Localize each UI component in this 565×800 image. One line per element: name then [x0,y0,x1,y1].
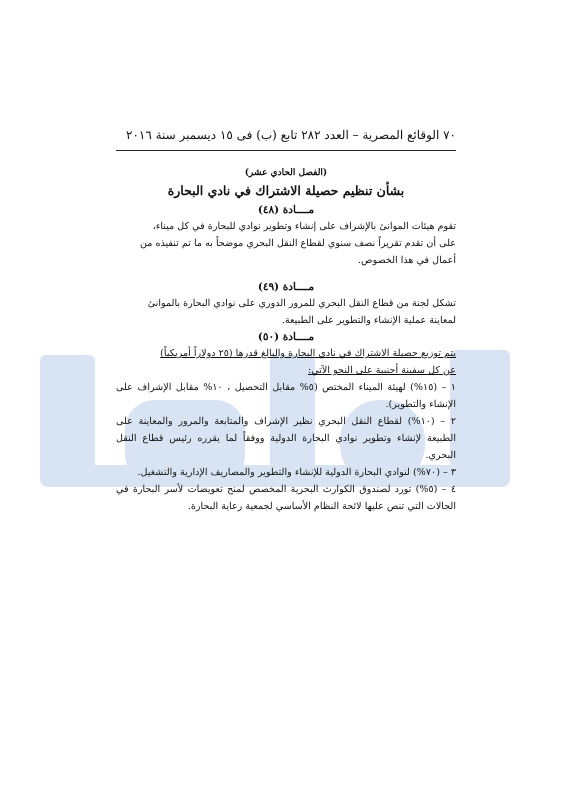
article-49-heading: مــــادة (٤٩) [257,281,315,293]
article-48-line-1: تقوم هيئات الموانئ بالإشراف على إنشاء وتطوير نوادي للبحارة في كل ميناء، [152,221,456,232]
article-50-intro-line-2: عن كل سفينة أجنبية على النحو الآتي: [308,365,456,376]
article-48-line-3: أعمال في هذا الخصوص. [357,255,456,266]
article-49-line-2: لمعاينة عملية الإنشاء والتطوير على الطبيعة. [281,315,456,326]
article-50-item-3: ٣ – (٧٠%) لنوادي البحارة الدولية للإنشاء والتطوير والمصاريف الإدارية والتشغيل. [137,467,456,478]
article-50-heading: مــــادة (٥٠) [257,331,315,343]
running-header [116,128,456,143]
running-title: الوقائع المصرية – العدد ٢٨٢ تابع (ب) فى ١٥ ديسمبر سنة ٢٠١٦ [126,128,440,142]
chapter-title: بشأن تنظيم حصيلة الاشتراك في نادي البحارة [167,183,405,198]
document-body [116,160,456,515]
article-48-heading: مــــادة (٤٨) [257,204,315,216]
article-49-line-1: تشكل لجنة من قطاع النقل البحري للمرور الدوري على نوادي البحارة بالموانئ [147,298,456,309]
article-50-item-2: ٢ – (١٠%) لقطاع النقل البحري نظير الإشراف والمتابعة والمرور والمعاينة على الطبيعة لإنشاء وتطوير نوادي البحارة الدولية ووفقاً لما يقرره رئيس قطاع النقل البحري. [116,416,456,461]
article-50-item-4: ٤ – (٥%) تورد لصندوق الكوارث البحرية المخصص لمنح تعويضات لأسر البحارة في الحالات التي تنص عليها لائحة النظام الأساسي لجمعية رعاية البحارة. [116,484,456,512]
article-50-item-1: ١ – (١٥%) لهيئة الميناء المختص (٥% مقابل التحصيل ، ١٠% مقابل الإشراف على الإنشاء والتطوير). [116,382,456,410]
chapter-number: (الفصل الحادي عشر) [244,168,328,178]
header-rule [116,150,456,151]
article-50-intro-line-1: يتم توزيع حصيلة الاشتراك في نادي البحارة والبالغ قدرها (٢٥ دولاراً أمريكياً) [160,348,456,359]
page-number: ٧٠ [443,128,456,142]
article-48-line-2: على أن تقدم تقريراً نصف سنوي لقطاع النقل البحري موضحاً به ما تم تنفيذه من [139,238,456,249]
